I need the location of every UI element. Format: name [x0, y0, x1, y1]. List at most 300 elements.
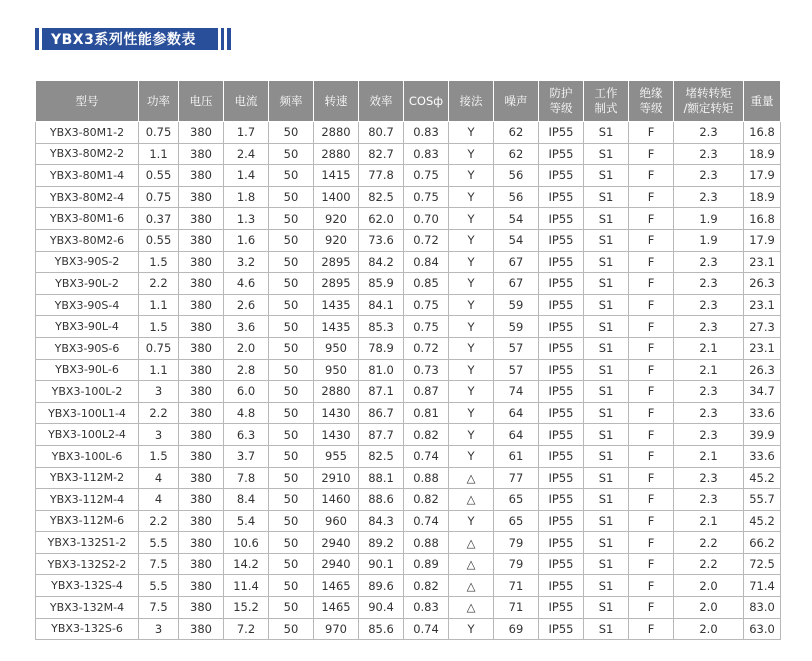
table-cell-protect: IP55 — [539, 575, 584, 597]
table-cell-duty: S1 — [584, 208, 629, 230]
column-header-label: 电压 — [189, 93, 213, 108]
table-cell-torque: 2.3 — [674, 489, 744, 511]
table-cell-power: 1.5 — [139, 316, 179, 338]
table-cell-power: 3 — [139, 424, 179, 446]
table-cell-noise: 71 — [494, 597, 539, 619]
table-cell-current: 6.0 — [224, 381, 269, 403]
table-cell-duty: S1 — [584, 381, 629, 403]
table-cell-cos: 0.72 — [404, 337, 449, 359]
table-cell-power: 4 — [139, 489, 179, 511]
table-cell-cos: 0.83 — [404, 122, 449, 144]
table-cell-weight: 45.2 — [744, 510, 781, 532]
table-cell-conn: Y — [449, 618, 494, 640]
banner-stripe-right-inner — [218, 28, 221, 50]
column-header-torque — [674, 81, 744, 122]
table-cell-speed: 1400 — [314, 186, 359, 208]
table-cell-freq: 50 — [269, 359, 314, 381]
table-cell-freq: 50 — [269, 510, 314, 532]
table-cell-current: 7.2 — [224, 618, 269, 640]
table-cell-protect: IP55 — [539, 532, 584, 554]
table-cell-torque: 2.3 — [674, 381, 744, 403]
table-cell-current: 8.4 — [224, 489, 269, 511]
table-cell-weight: 83.0 — [744, 597, 781, 619]
table-cell-protect: IP55 — [539, 229, 584, 251]
table-cell-protect: IP55 — [539, 251, 584, 273]
table-cell-voltage: 380 — [179, 122, 224, 144]
table-cell-weight: 17.9 — [744, 229, 781, 251]
table-row — [36, 381, 781, 403]
column-header-eff — [359, 81, 404, 122]
table-cell-noise: 64 — [494, 424, 539, 446]
table-cell-protect: IP55 — [539, 273, 584, 295]
table-cell-freq: 50 — [269, 273, 314, 295]
table-cell-weight: 23.1 — [744, 337, 781, 359]
table-cell-power: 1.5 — [139, 251, 179, 273]
table-cell-model: YBX3-100L1-4 — [36, 402, 139, 424]
table-cell-weight: 18.9 — [744, 143, 781, 165]
table-cell-duty: S1 — [584, 489, 629, 511]
table-cell-model: YBX3-90S-4 — [36, 294, 139, 316]
table-cell-power: 5.5 — [139, 575, 179, 597]
table-cell-noise: 59 — [494, 294, 539, 316]
table-cell-conn: Y — [449, 359, 494, 381]
table-row — [36, 510, 781, 532]
table-cell-duty: S1 — [584, 575, 629, 597]
table-cell-freq: 50 — [269, 337, 314, 359]
table-cell-eff: 82.7 — [359, 143, 404, 165]
table-cell-torque: 2.3 — [674, 402, 744, 424]
column-header-weight — [744, 81, 781, 122]
table-cell-insul: F — [629, 165, 674, 187]
table-cell-speed: 950 — [314, 337, 359, 359]
table-cell-voltage: 380 — [179, 575, 224, 597]
table-cell-speed: 1430 — [314, 402, 359, 424]
table-cell-weight: 45.2 — [744, 467, 781, 489]
table-cell-torque: 2.2 — [674, 532, 744, 554]
table-cell-torque: 2.3 — [674, 122, 744, 144]
table-cell-voltage: 380 — [179, 208, 224, 230]
table-cell-duty: S1 — [584, 337, 629, 359]
column-header-noise — [494, 81, 539, 122]
table-cell-cos: 0.72 — [404, 229, 449, 251]
table-cell-speed: 1465 — [314, 597, 359, 619]
table-cell-weight: 17.9 — [744, 165, 781, 187]
table-row — [36, 467, 781, 489]
table-row — [36, 532, 781, 554]
table-cell-current: 2.0 — [224, 337, 269, 359]
table-row — [36, 618, 781, 640]
table-cell-power: 1.1 — [139, 359, 179, 381]
table-cell-speed: 2895 — [314, 273, 359, 295]
table-cell-torque: 2.3 — [674, 143, 744, 165]
table-cell-duty: S1 — [584, 122, 629, 144]
table-cell-freq: 50 — [269, 575, 314, 597]
table-cell-freq: 50 — [269, 186, 314, 208]
table-cell-duty: S1 — [584, 273, 629, 295]
table-cell-cos: 0.75 — [404, 316, 449, 338]
table-row — [36, 316, 781, 338]
table-cell-conn: Y — [449, 186, 494, 208]
table-cell-torque: 2.3 — [674, 251, 744, 273]
table-cell-model: YBX3-90L-6 — [36, 359, 139, 381]
table-cell-current: 1.7 — [224, 122, 269, 144]
column-header-label: COSф — [408, 93, 444, 108]
table-cell-duty: S1 — [584, 402, 629, 424]
table-cell-conn: △ — [449, 597, 494, 619]
table-cell-cos: 0.88 — [404, 532, 449, 554]
table-cell-conn: Y — [449, 316, 494, 338]
table-cell-protect: IP55 — [539, 208, 584, 230]
table-cell-power: 1.1 — [139, 294, 179, 316]
table-cell-freq: 50 — [269, 143, 314, 165]
table-cell-eff: 89.6 — [359, 575, 404, 597]
table-cell-model: YBX3-132S-4 — [36, 575, 139, 597]
table-cell-cos: 0.89 — [404, 553, 449, 575]
table-cell-noise: 79 — [494, 532, 539, 554]
table-cell-noise: 65 — [494, 489, 539, 511]
table-cell-eff: 89.2 — [359, 532, 404, 554]
table-cell-voltage: 380 — [179, 251, 224, 273]
table-cell-torque: 2.2 — [674, 553, 744, 575]
table-cell-model: YBX3-80M2-6 — [36, 229, 139, 251]
table-cell-weight: 34.7 — [744, 381, 781, 403]
table-cell-model: YBX3-112M-2 — [36, 467, 139, 489]
table-row — [36, 597, 781, 619]
column-header-label: 型号 — [75, 93, 99, 108]
table-row — [36, 359, 781, 381]
table-cell-current: 7.8 — [224, 467, 269, 489]
table-cell-duty: S1 — [584, 532, 629, 554]
table-cell-insul: F — [629, 122, 674, 144]
table-row — [36, 402, 781, 424]
table-cell-cos: 0.82 — [404, 424, 449, 446]
column-header-label: 工作 — [594, 86, 618, 100]
table-cell-protect: IP55 — [539, 553, 584, 575]
table-cell-cos: 0.82 — [404, 575, 449, 597]
table-row — [36, 445, 781, 467]
table-cell-eff: 88.6 — [359, 489, 404, 511]
table-cell-conn: △ — [449, 553, 494, 575]
column-header-label-line2: 等级 — [639, 101, 663, 115]
table-cell-voltage: 380 — [179, 316, 224, 338]
column-header-duty — [584, 81, 629, 122]
table-cell-model: YBX3-80M1-2 — [36, 122, 139, 144]
table-cell-speed: 2940 — [314, 553, 359, 575]
table-cell-cos: 0.75 — [404, 186, 449, 208]
column-header-label: 噪声 — [504, 93, 528, 108]
table-cell-model: YBX3-90L-2 — [36, 273, 139, 295]
table-cell-freq: 50 — [269, 402, 314, 424]
table-cell-eff: 84.2 — [359, 251, 404, 273]
table-cell-weight: 63.0 — [744, 618, 781, 640]
table-cell-voltage: 380 — [179, 597, 224, 619]
table-cell-speed: 960 — [314, 510, 359, 532]
table-cell-noise: 59 — [494, 316, 539, 338]
table-cell-speed: 2910 — [314, 467, 359, 489]
table-title-banner — [35, 28, 231, 50]
table-cell-voltage: 380 — [179, 229, 224, 251]
table-cell-protect: IP55 — [539, 337, 584, 359]
table-cell-noise: 62 — [494, 143, 539, 165]
table-cell-speed: 2880 — [314, 381, 359, 403]
table-cell-protect: IP55 — [539, 510, 584, 532]
table-cell-torque: 2.0 — [674, 575, 744, 597]
table-cell-duty: S1 — [584, 229, 629, 251]
table-cell-eff: 82.5 — [359, 186, 404, 208]
table-cell-freq: 50 — [269, 618, 314, 640]
table-cell-conn: Y — [449, 445, 494, 467]
table-cell-torque: 2.0 — [674, 618, 744, 640]
table-cell-current: 6.3 — [224, 424, 269, 446]
table-cell-model: YBX3-80M2-2 — [36, 143, 139, 165]
table-cell-freq: 50 — [269, 467, 314, 489]
table-cell-speed: 955 — [314, 445, 359, 467]
table-cell-torque: 2.3 — [674, 186, 744, 208]
table-cell-current: 14.2 — [224, 553, 269, 575]
table-cell-power: 2.2 — [139, 510, 179, 532]
table-cell-current: 11.4 — [224, 575, 269, 597]
table-cell-noise: 62 — [494, 122, 539, 144]
table-cell-conn: Y — [449, 510, 494, 532]
table-cell-noise: 57 — [494, 337, 539, 359]
table-cell-insul: F — [629, 294, 674, 316]
table-cell-voltage: 380 — [179, 402, 224, 424]
column-header-label-line2: 制式 — [594, 101, 618, 115]
table-cell-protect: IP55 — [539, 294, 584, 316]
column-header-cos — [404, 81, 449, 122]
table-cell-duty: S1 — [584, 424, 629, 446]
table-cell-noise: 74 — [494, 381, 539, 403]
table-cell-speed: 950 — [314, 359, 359, 381]
table-cell-insul: F — [629, 597, 674, 619]
table-cell-weight: 26.3 — [744, 273, 781, 295]
table-cell-insul: F — [629, 359, 674, 381]
column-header-label: 频率 — [279, 93, 303, 108]
performance-parameter-table — [35, 80, 781, 640]
table-row — [36, 424, 781, 446]
table-cell-duty: S1 — [584, 597, 629, 619]
table-cell-protect: IP55 — [539, 467, 584, 489]
table-cell-speed: 1435 — [314, 316, 359, 338]
column-header-label: 电流 — [234, 93, 258, 108]
table-cell-current: 1.8 — [224, 186, 269, 208]
table-row — [36, 229, 781, 251]
table-cell-power: 7.5 — [139, 553, 179, 575]
table-row — [36, 122, 781, 144]
table-cell-conn: Y — [449, 122, 494, 144]
table-cell-insul: F — [629, 143, 674, 165]
column-header-label: 接法 — [459, 93, 483, 108]
table-cell-freq: 50 — [269, 597, 314, 619]
table-cell-speed: 2940 — [314, 532, 359, 554]
table-cell-weight: 26.3 — [744, 359, 781, 381]
table-cell-conn: Y — [449, 165, 494, 187]
table-cell-torque: 2.3 — [674, 467, 744, 489]
column-header-label: 堵转转矩 — [685, 86, 732, 100]
table-cell-eff: 90.1 — [359, 553, 404, 575]
table-cell-current: 2.6 — [224, 294, 269, 316]
column-header-label: 效率 — [369, 93, 393, 108]
table-cell-torque: 2.3 — [674, 165, 744, 187]
table-cell-weight: 16.8 — [744, 122, 781, 144]
table-cell-power: 0.75 — [139, 186, 179, 208]
column-header-label: 转速 — [324, 93, 348, 108]
table-cell-voltage: 380 — [179, 424, 224, 446]
table-cell-eff: 84.3 — [359, 510, 404, 532]
table-cell-cos: 0.74 — [404, 445, 449, 467]
table-cell-torque: 2.0 — [674, 597, 744, 619]
table-cell-protect: IP55 — [539, 186, 584, 208]
table-cell-power: 7.5 — [139, 597, 179, 619]
table-cell-speed: 2880 — [314, 122, 359, 144]
table-cell-model: YBX3-90S-2 — [36, 251, 139, 273]
table-cell-current: 1.4 — [224, 165, 269, 187]
table-cell-torque: 1.9 — [674, 208, 744, 230]
column-header-label: 重量 — [750, 93, 774, 108]
table-cell-conn: Y — [449, 143, 494, 165]
table-cell-power: 3 — [139, 381, 179, 403]
table-cell-weight: 27.3 — [744, 316, 781, 338]
table-header-row — [36, 81, 781, 122]
column-header-label-line2: 等级 — [549, 101, 573, 115]
table-row — [36, 273, 781, 295]
table-cell-power: 0.55 — [139, 229, 179, 251]
column-header-insul — [629, 81, 674, 122]
table-cell-noise: 56 — [494, 186, 539, 208]
table-cell-insul: F — [629, 618, 674, 640]
table-cell-torque: 2.1 — [674, 359, 744, 381]
column-header-voltage — [179, 81, 224, 122]
table-cell-protect: IP55 — [539, 143, 584, 165]
table-cell-cos: 0.74 — [404, 618, 449, 640]
table-cell-duty: S1 — [584, 553, 629, 575]
page-title: YBX3系列性能参数表 — [51, 32, 196, 48]
table-cell-power: 0.75 — [139, 337, 179, 359]
table-cell-eff: 85.6 — [359, 618, 404, 640]
table-cell-eff: 77.8 — [359, 165, 404, 187]
table-cell-duty: S1 — [584, 618, 629, 640]
table-cell-speed: 1430 — [314, 424, 359, 446]
table-cell-power: 0.75 — [139, 122, 179, 144]
table-cell-conn: △ — [449, 575, 494, 597]
table-cell-cos: 0.82 — [404, 489, 449, 511]
table-cell-noise: 71 — [494, 575, 539, 597]
table-cell-speed: 1435 — [314, 294, 359, 316]
table-cell-eff: 62.0 — [359, 208, 404, 230]
table-cell-protect: IP55 — [539, 489, 584, 511]
table-cell-noise: 54 — [494, 229, 539, 251]
table-cell-cos: 0.70 — [404, 208, 449, 230]
table-cell-voltage: 380 — [179, 445, 224, 467]
table-cell-conn: Y — [449, 337, 494, 359]
table-row — [36, 337, 781, 359]
table-cell-current: 1.6 — [224, 229, 269, 251]
table-cell-voltage: 380 — [179, 553, 224, 575]
table-cell-eff: 88.1 — [359, 467, 404, 489]
table-cell-power: 0.55 — [139, 165, 179, 187]
table-cell-conn: Y — [449, 229, 494, 251]
table-cell-model: YBX3-90S-6 — [36, 337, 139, 359]
table-cell-model: YBX3-80M2-4 — [36, 186, 139, 208]
table-cell-cos: 0.81 — [404, 402, 449, 424]
table-cell-power: 5.5 — [139, 532, 179, 554]
table-cell-protect: IP55 — [539, 122, 584, 144]
table-cell-noise: 67 — [494, 251, 539, 273]
table-cell-power: 0.37 — [139, 208, 179, 230]
table-cell-power: 3 — [139, 618, 179, 640]
table-cell-torque: 2.1 — [674, 337, 744, 359]
table-cell-insul: F — [629, 381, 674, 403]
table-cell-model: YBX3-132S-6 — [36, 618, 139, 640]
table-cell-current: 3.7 — [224, 445, 269, 467]
table-cell-freq: 50 — [269, 165, 314, 187]
table-cell-conn: △ — [449, 467, 494, 489]
table-cell-weight: 16.8 — [744, 208, 781, 230]
table-cell-speed: 2895 — [314, 251, 359, 273]
table-cell-current: 3.6 — [224, 316, 269, 338]
table-cell-weight: 39.9 — [744, 424, 781, 446]
table-cell-insul: F — [629, 186, 674, 208]
table-cell-insul: F — [629, 489, 674, 511]
table-cell-torque: 2.3 — [674, 273, 744, 295]
table-cell-voltage: 380 — [179, 143, 224, 165]
table-cell-weight: 23.1 — [744, 251, 781, 273]
table-cell-freq: 50 — [269, 424, 314, 446]
table-cell-weight: 55.7 — [744, 489, 781, 511]
table-cell-torque: 2.1 — [674, 445, 744, 467]
table-cell-speed: 2880 — [314, 143, 359, 165]
table-cell-weight: 66.2 — [744, 532, 781, 554]
table-cell-model: YBX3-100L-6 — [36, 445, 139, 467]
table-cell-conn: Y — [449, 294, 494, 316]
table-cell-eff: 90.4 — [359, 597, 404, 619]
column-header-conn — [449, 81, 494, 122]
table-cell-cos: 0.85 — [404, 273, 449, 295]
table-cell-cos: 0.75 — [404, 294, 449, 316]
table-cell-freq: 50 — [269, 208, 314, 230]
table-cell-eff: 82.5 — [359, 445, 404, 467]
table-cell-eff: 78.9 — [359, 337, 404, 359]
table-cell-cos: 0.73 — [404, 359, 449, 381]
table-cell-duty: S1 — [584, 445, 629, 467]
column-header-label: 功率 — [147, 93, 170, 108]
table-cell-duty: S1 — [584, 467, 629, 489]
table-cell-cos: 0.84 — [404, 251, 449, 273]
table-cell-voltage: 380 — [179, 337, 224, 359]
table-cell-model: YBX3-132S1-2 — [36, 532, 139, 554]
table-cell-voltage: 380 — [179, 273, 224, 295]
table-cell-insul: F — [629, 532, 674, 554]
table-cell-current: 10.6 — [224, 532, 269, 554]
table-cell-weight: 23.1 — [744, 294, 781, 316]
table-cell-duty: S1 — [584, 359, 629, 381]
table-cell-current: 2.8 — [224, 359, 269, 381]
table-cell-duty: S1 — [584, 165, 629, 187]
table-cell-conn: Y — [449, 402, 494, 424]
table-cell-torque: 2.3 — [674, 316, 744, 338]
table-cell-conn: △ — [449, 489, 494, 511]
table-cell-insul: F — [629, 337, 674, 359]
table-cell-speed: 920 — [314, 208, 359, 230]
table-cell-model: YBX3-90L-4 — [36, 316, 139, 338]
table-cell-insul: F — [629, 467, 674, 489]
table-cell-current: 3.2 — [224, 251, 269, 273]
table-cell-power: 2.2 — [139, 273, 179, 295]
banner-stripe-right-outer — [224, 28, 227, 50]
table-cell-power: 1.5 — [139, 445, 179, 467]
column-header-label: 绝缘 — [639, 86, 663, 100]
table-cell-protect: IP55 — [539, 402, 584, 424]
